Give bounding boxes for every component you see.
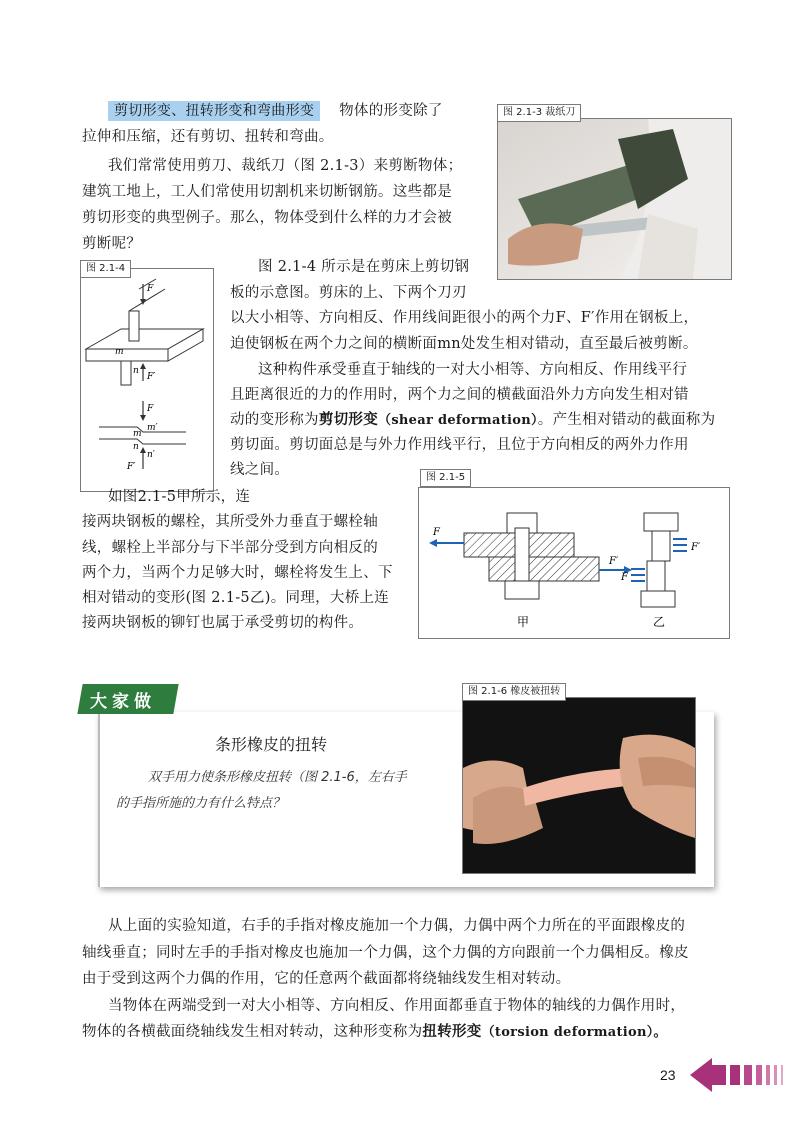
closing-text: 物体的各横截面绕轴线发生相对转动，这种形变称为 [82,1024,423,1040]
force-F-label-2: F [147,404,154,414]
p3-line-3 [230,407,715,434]
figure-2-1-4 [80,268,214,492]
force-Fp-label: F′ [609,556,619,567]
force-Fp-label: F′ [147,372,156,382]
p3-line: 这种构件承受垂直于轴线的一对大小相等、方向相反、作用线平行 [258,362,688,378]
force-F-label-2: F [621,572,628,583]
p4-line: 接两块钢板的铆钉也属于承受剪切的构件。 [82,615,364,631]
intro-line2: 拉伸和压缩，还有剪切、扭转和弯曲。 [82,129,334,145]
torsion-term-en: （torsion deformation）。 [481,1025,667,1040]
figure-2-1-5-label: 图 2.1-5 [420,469,471,487]
closing-line: 轴线垂直；同时左手的手指对橡皮也施加一个力偶，这个力偶的方向跟前一个力偶相反。橡皮 [82,945,689,961]
section-intro [108,98,443,124]
p2-line: 迫使钢板在两个力之间的横断面mn处发生相对错动，直至最后被剪断。 [230,336,698,352]
p3-line: 剪切面。剪切面总是与外力作用线平行，且位于方向相反的两外力作用 [230,437,689,453]
m-label: m [115,347,124,357]
paper-cutter-photo [498,119,731,279]
figure-2-1-3-label: 图 2.1-3 裁纸刀 [497,104,581,122]
p4-line: 如图2.1-5甲所示，连 [108,489,251,505]
p4-line: 相对错动的变形(图 2.1-5乙)。同理，大桥上连 [82,590,390,606]
page-tab-arrow [690,1058,800,1092]
p2-line: 板的示意图。剪床的上、下两个刀刃 [230,285,467,301]
p3-text: 动的变形称为 [230,412,319,428]
label-yi: 乙 [653,615,666,629]
activity-body-line: 的手指所施的力有什么特点？ [116,796,286,811]
p1-line: 剪断呢？ [82,236,142,252]
figure-2-1-6-label: 图 2.1-6 橡皮被扭转 [462,683,566,701]
section-heading: 剪切形变、扭转形变和弯曲形变 [108,101,320,121]
n-label-2: n [133,442,139,452]
activity-title: 条形橡皮的扭转 [215,735,328,754]
shear-diagram [81,269,213,491]
figure-2-1-3 [497,118,732,280]
p2-line: 图 2.1-4 所示是在剪床上剪切钢 [258,259,470,275]
eraser-twist-photo [463,698,695,873]
force-F-label: F [433,527,440,538]
p1-line: 建筑工地上，工人们常使用切割机来切断钢筋。这些都是 [82,184,452,200]
p3-line: 线之间。 [230,462,290,478]
figure-2-1-4-label: 图 2.1-4 [80,260,131,278]
closing-line-last [82,1019,667,1046]
torsion-term: 扭转形变 [422,1023,482,1040]
intro-tail: 物体的形变除了 [339,103,443,119]
closing-line: 由于受到这两个力偶的作用，它的任意两个截面都将绕轴线发生相对转动。 [82,971,571,987]
p4-line: 接两块钢板的螺栓，其所受外力垂直于螺栓轴 [82,514,378,530]
n-label: n [133,366,139,376]
figure-2-1-6 [462,697,696,874]
label-jia: 甲 [517,615,530,629]
p2-line: 以大小相等、方向相反、作用线间距很小的两个力F、F′作用在钢板上， [230,310,699,326]
p4-line: 两个力，当两个力足够大时，螺栓将发生上、下 [82,565,393,581]
page-number: 23 [660,1067,676,1083]
shear-term-en: （shear deformation） [378,413,538,428]
activity-badge: 大家做 [90,692,156,712]
p1-line: 剪切形变的典型例子。那么，物体受到什么样的力才会被 [82,210,452,226]
force-Fp-label-2: F′ [127,462,136,472]
bolt-diagram [419,488,729,638]
p3-tail: 。产生相对错动的截面称为 [537,412,716,428]
np-label: n′ [147,450,155,460]
p4-line: 线，螺栓上半部分与下半部分受到方向相反的 [82,540,378,556]
m-label-2: m [133,429,142,439]
mp-label: m′ [147,423,158,433]
force-F-label: F [147,284,154,294]
shear-term: 剪切形变 [318,411,379,428]
figure-2-1-5 [418,487,730,639]
force-Fp-label-2: F′ [691,542,701,553]
p1-line: 我们常常使用剪刀、裁纸刀（图 2.1-3）来剪断物体； [108,158,463,174]
activity-body-line: 双手用力使条形橡皮扭转（图 2.1-6，左右手 [148,770,407,785]
closing-line: 当物体在两端受到一对大小相等、方向相反、作用面都垂直于物体的轴线的力偶作用时， [108,998,686,1014]
closing-line: 从上面的实验知道，右手的手指对橡皮施加一个力偶，力偶中两个力所在的平面跟橡皮的 [108,918,686,934]
p3-line: 且距离很近的力的作用时，两个力之间的横截面沿外力方向发生相对错 [230,387,689,403]
